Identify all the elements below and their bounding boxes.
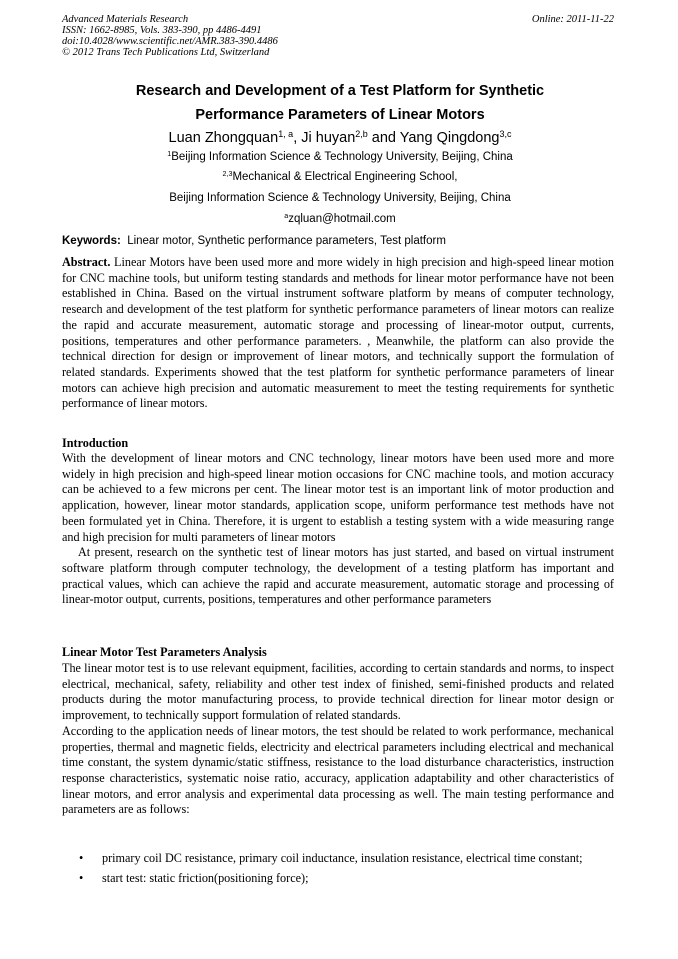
- bullet-icon: •: [79, 851, 84, 865]
- keywords-label: Keywords:: [62, 235, 121, 247]
- list-item: [62, 871, 614, 887]
- keywords-text: Linear motor, Synthetic performance parameters, Test platform: [127, 235, 446, 247]
- bullet-icon: •: [79, 870, 84, 885]
- affiliation-2: [62, 171, 618, 183]
- list-item-text: primary coil DC resistance, primary coil inductance, insulation resistance, electrical time constant;: [102, 851, 583, 865]
- abstract-label: Abstract.: [62, 255, 111, 269]
- paper-title-line2: Performance Parameters of Linear Motors: [195, 107, 485, 123]
- email-mark: a: [284, 212, 289, 221]
- author-name: Luan Zhongquan: [168, 130, 279, 146]
- parameter-list: [62, 851, 614, 890]
- author-name: Yang Qingdong: [399, 130, 500, 146]
- author-separator: and: [367, 130, 400, 146]
- keywords: [62, 235, 618, 247]
- introduction-heading: Introduction: [62, 436, 129, 450]
- list-item: [62, 851, 614, 867]
- affiliation-1: [62, 151, 618, 163]
- affiliation-mark: 1: [167, 150, 172, 159]
- author-affiliation-mark: 3,c: [499, 129, 512, 140]
- journal-name: Advanced Materials Research: [62, 14, 189, 25]
- copyright-line: © 2012 Trans Tech Publications Ltd, Switzerland: [62, 47, 270, 58]
- affiliation-text: Mechanical & Electrical Engineering School,: [232, 171, 458, 183]
- author-affiliation-mark: 1, a: [278, 129, 294, 140]
- author-name: Ji huyan: [301, 130, 356, 146]
- doi-line: doi:10.4028/www.scientific.net/AMR.383-390.4486: [62, 36, 278, 47]
- abstract-text: Linear Motors have been used more and more widely in high precision and high-speed linear motion for CNC machine tools, but uniform testing standards and methods for linear motor performance have not been established in China. Based on the virtual instrument software platform by means of computer technology, research and development of the test platform for synthetic performance parameters of linear motors can realize the rapid and accurate measurement, automatic storage and processing of linear-motor output, currents, positions, temperatures and other performance parameters. , Meanwhile, the platform can also provide the technical direction for design or improvement of linear motors, and technically support the formulation of related standards. Experiments showed that the test platform for synthetic performance parameters of linear motors can achieve high precision and automatic measurement to meet the testing requirements for synthetic performance of linear motors.: [62, 255, 614, 411]
- analysis-heading: Linear Motor Test Parameters Analysis: [62, 645, 267, 659]
- introduction-body: [62, 451, 614, 608]
- issn-line: ISSN: 1662-8985, Vols. 383-390, pp 4486-4491: [62, 25, 262, 36]
- list-item-text: start test: static friction(positioning force);: [102, 870, 309, 885]
- analysis-body: [62, 661, 614, 818]
- analysis-paragraph-2: According to the application needs of linear motors, the test should be related to work performance, mechanical properties, thermal and magnetic fields, electricity and electrical parameters including electrical and mechanical time constant, the system dynamic/static stiffness, resistance to the load disturbance characteristics, instruction response characteristics, systematic noise ratio, accuracy, application adaptability and other characteristics of linear motors, and error analysis and experimental data processing as well. The main testing performance and parameters are as follows:: [62, 723, 614, 817]
- abstract: [62, 255, 614, 412]
- analysis-paragraph-1: The linear motor test is to use relevant equipment, facilities, according to certain standards and norms, to inspect electrical, mechanical, safety, reliability and other test index of finished, semi-finished products and related products during the motor manufacturing process, to provide technical direction for linear motor design or improvement, to technically support formulation of related standards.: [62, 661, 614, 723]
- affiliation-3: Beijing Information Science & Technology University, Beijing, China: [169, 192, 511, 204]
- affiliation-mark: 2,3: [222, 170, 233, 179]
- paper-title-line1: Research and Development of a Test Platform for Synthetic: [135, 83, 545, 99]
- introduction-paragraph-2: At present, research on the synthetic test of linear motors has just started, and based on virtual instrument software platform through computer technology, the development of a testing platform has important and practical values, which can achieve the rapid and accurate measurement, automatic storage and processing of linear-motor output, currents, positions, temperatures and other performance parameters: [62, 545, 614, 607]
- affiliation-text: Beijing Information Science & Technology University, Beijing, China: [171, 151, 513, 163]
- email-text: zqluan@hotmail.com: [288, 213, 396, 225]
- online-date: Online: 2011-11-22: [531, 14, 614, 25]
- author-list: [62, 130, 618, 146]
- author-separator: ,: [293, 130, 302, 146]
- introduction-paragraph-1: With the development of linear motors and CNC technology, linear motors have been used more and more widely in high precision and high-speed linear motion occasions for CNC machine tools, and motion accuracy can be achieved to a few microns per cent. The linear motor test is an important link of motor production and application, however, linear motor standards, application scope, uniform performance test methods have not been formulated yet in China. Therefore, it is urgent to establish a testing system with a wide measuring range and high precision for multi parameters of linear motors: [62, 451, 614, 544]
- author-email: [62, 213, 618, 225]
- author-affiliation-mark: 2,b: [355, 129, 368, 140]
